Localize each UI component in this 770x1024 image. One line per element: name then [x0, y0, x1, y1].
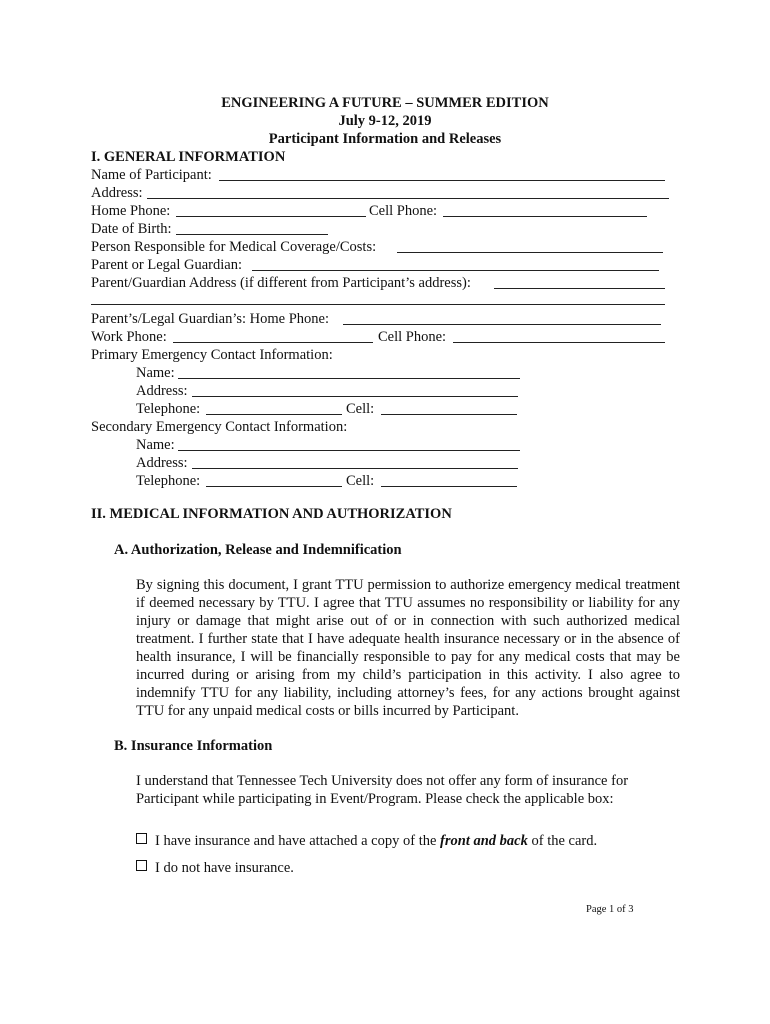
form-title: ENGINEERING A FUTURE – SUMMER EDITION [221, 95, 549, 111]
responsible-label: Person Responsible for Medical Coverage/Costs: [91, 239, 377, 255]
secondary-telephone-label: Telephone: [136, 473, 201, 489]
no-insurance-text: I do not have insurance. [155, 860, 294, 876]
guardian-address-label: Parent/Guardian Address (if different from Participant’s address): [91, 275, 471, 291]
have-insurance-text-post: of the card. [527, 833, 598, 849]
form-dates: July 9-12, 2019 [338, 113, 432, 129]
authorization-paragraph: By signing this document, I grant TTU permission to authorize emergency medical treatment if deemed necessary by TTU. I agree that TTU assumes no responsibility or liability for any injury or damage that might arise out of or in connection with such authorized medical treatment. I further state that I have adequate health insurance necessary or in the absence of health insurance, I will be financially responsible to pay for any medical costs that may be incurred during or arising from my child’s participation in this activity. I also agree to indemnify TTU for any liability, including attorney’s fees, for any actions brought against TTU for any unpaid medical costs or bills incurred by Participant. [136, 577, 680, 719]
secondary-cell-label: Cell: [346, 473, 375, 489]
secondary-address-field[interactable] [192, 468, 518, 469]
subsection-b-heading: B. Insurance Information [114, 738, 273, 754]
home-phone-field[interactable] [176, 216, 366, 217]
guardian-cell-phone-label: Cell Phone: [378, 329, 447, 345]
guardian-address-field[interactable] [494, 288, 665, 289]
guardian-cell-phone-field[interactable] [453, 342, 665, 343]
primary-address-field[interactable] [192, 396, 518, 397]
dob-field[interactable] [176, 234, 328, 235]
guardian-address-field-line2[interactable] [91, 304, 665, 305]
primary-cell-field[interactable] [381, 414, 517, 415]
primary-cell-label: Cell: [346, 401, 375, 417]
guardian-home-phone-field[interactable] [343, 324, 661, 325]
insurance-paragraph: I understand that Tennessee Tech University does not offer any form of insurance for Participant while participating in Event/Program. Please check the applicable box: [136, 773, 629, 807]
responsible-field[interactable] [397, 252, 663, 253]
primary-telephone-label: Telephone: [136, 401, 201, 417]
have-insurance-text-emph: front and back [440, 833, 528, 849]
secondary-contact-label: Secondary Emergency Contact Information: [91, 419, 348, 435]
no-insurance-checkbox[interactable] [136, 860, 147, 871]
guardian-field[interactable] [252, 270, 659, 271]
insurance-option-none [136, 859, 294, 877]
form-subtitle: Participant Information and Releases [268, 131, 502, 147]
dob-label: Date of Birth: [91, 221, 172, 237]
page-number: Page 1 of 3 [586, 904, 634, 915]
section-medical-heading: II. MEDICAL INFORMATION AND AUTHORIZATION [91, 506, 452, 522]
work-phone-field[interactable] [173, 342, 373, 343]
section-general-heading: I. GENERAL INFORMATION [91, 149, 286, 165]
insurance-option-have [136, 832, 597, 850]
primary-telephone-field[interactable] [206, 414, 342, 415]
participant-address-field[interactable] [147, 198, 669, 199]
home-phone-label: Home Phone: [91, 203, 171, 219]
participant-name-field[interactable] [219, 180, 665, 181]
primary-name-label: Name: [136, 365, 175, 381]
have-insurance-text-pre: I have insurance and have attached a copy of the [155, 833, 441, 849]
primary-name-field[interactable] [178, 378, 520, 379]
secondary-name-field[interactable] [178, 450, 520, 451]
secondary-name-label: Name: [136, 437, 175, 453]
subsection-a-heading: A. Authorization, Release and Indemnification [114, 542, 402, 558]
participant-name-label: Name of Participant: [91, 167, 212, 183]
primary-contact-label: Primary Emergency Contact Information: [91, 347, 333, 363]
guardian-label: Parent or Legal Guardian: [91, 257, 242, 273]
secondary-cell-field[interactable] [381, 486, 517, 487]
secondary-telephone-field[interactable] [206, 486, 342, 487]
participant-address-label: Address: [91, 185, 143, 201]
have-insurance-checkbox[interactable] [136, 833, 147, 844]
secondary-address-label: Address: [136, 455, 188, 471]
primary-address-label: Address: [136, 383, 188, 399]
cell-phone-label: Cell Phone: [369, 203, 438, 219]
guardian-home-phone-label: Parent’s/Legal Guardian’s: Home Phone: [91, 311, 329, 327]
cell-phone-field[interactable] [443, 216, 647, 217]
work-phone-label: Work Phone: [91, 329, 167, 345]
